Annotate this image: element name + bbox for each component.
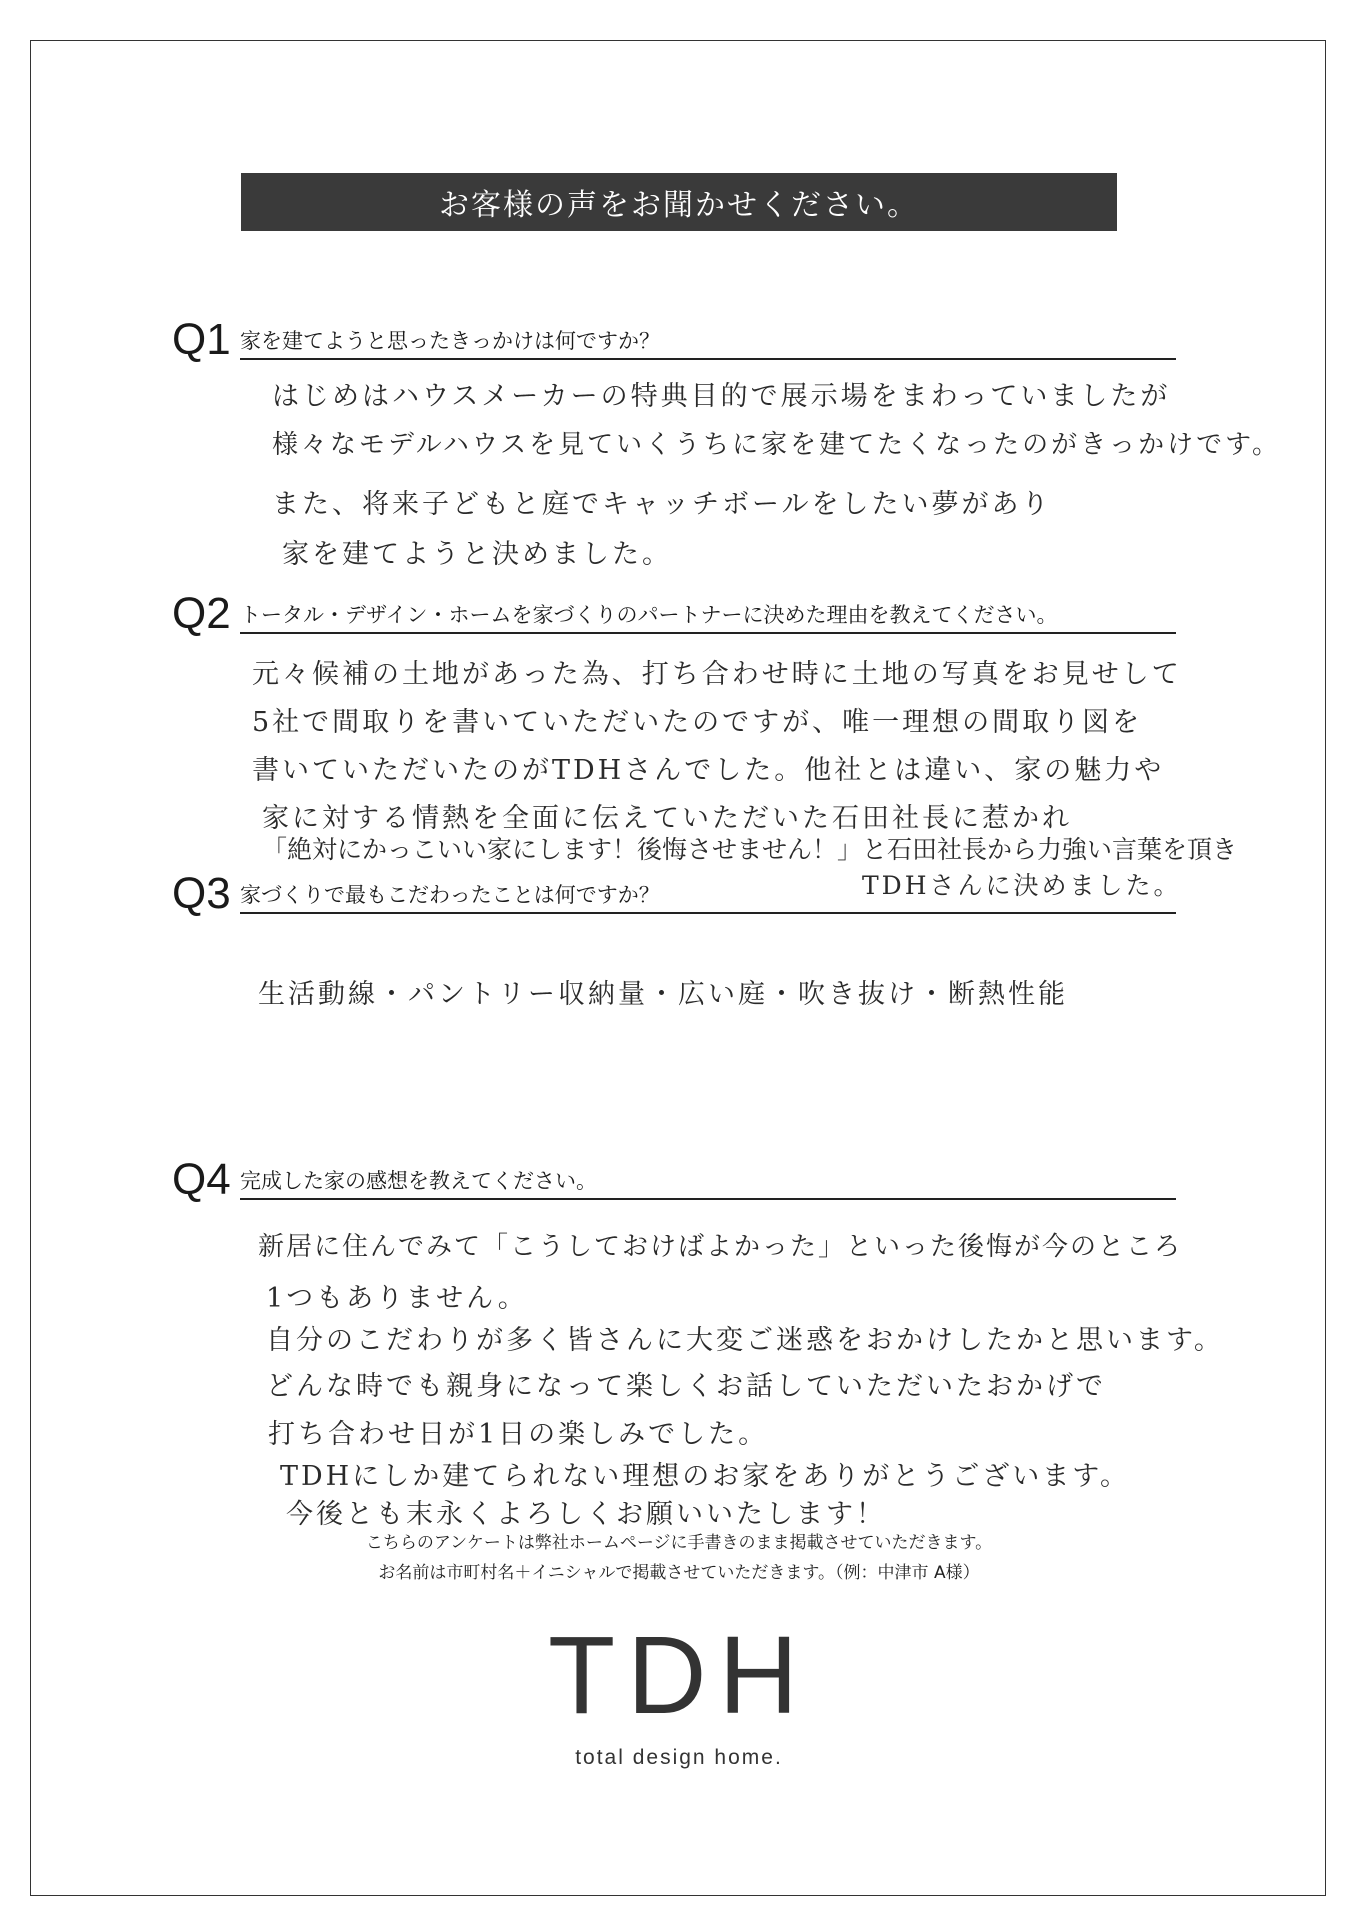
question-number: Q4	[172, 1155, 231, 1204]
divider	[240, 632, 1176, 634]
answer-line: 「絶対にかっこいい家にします！後悔させません！」と石田社長から力強い言葉を頂き	[262, 835, 1238, 864]
answer-line: どんな時でも親身になって楽しくお話していただいたおかげで	[266, 1371, 1106, 1402]
answer-line: 家に対する情熱を全面に伝えていただいた石田社長に惹かれ	[262, 803, 1072, 834]
question-text: トータル・デザイン・ホームを家づくりのパートナーに決めた理由を教えてください。	[240, 603, 1058, 627]
logo	[0, 1612, 1358, 1739]
answer-line: 家を建てようと決めました。	[282, 539, 672, 570]
question-number: Q3	[172, 869, 231, 918]
answer-line: 1つもありません。	[266, 1283, 528, 1314]
answer-line: 自分のこだわりが多く皆さんに大変ご迷惑をおかけしたかと思います。	[266, 1325, 1224, 1356]
answer-line: 今後とも末永くよろしくお願いいたします！	[286, 1499, 886, 1530]
question-number: Q1	[172, 315, 231, 364]
question-number: Q2	[172, 589, 231, 638]
answer-line: 5社で間取りを書いていただいたのですが、唯一理想の間取り図を	[252, 707, 1143, 738]
answer-line: 生活動線・パントリー収納量・広い庭・吹き抜け・断熱性能	[258, 979, 1068, 1010]
page-title: お客様の声をお聞かせください。	[241, 173, 1117, 231]
answer-line: 新居に住んでみて「こうしておけばよかった」といった後悔が今のところ	[258, 1232, 1183, 1262]
answer-line: 書いていただいたのがTDHさんでした。他社とは違い、家の魅力や	[252, 755, 1165, 786]
logo-mark: TDH	[547, 1614, 811, 1737]
answer-line: TDHにしか建てられない理想のお家をありがとうございます。	[280, 1461, 1131, 1492]
question-text: 完成した家の感想を教えてください。	[240, 1169, 597, 1193]
answer-line: 打ち合わせ日が1日の楽しみでした。	[268, 1419, 769, 1450]
notice-line: お名前は市町村名＋イニシャルで掲載させていただきます。（例：中津市 A様）	[378, 1563, 980, 1583]
answer-line: TDHさんに決めました。	[862, 871, 1182, 900]
logo-tagline-wrap	[0, 1746, 1358, 1770]
divider	[240, 912, 1176, 914]
answer-line: はじめはハウスメーカーの特典目的で展示場をまわっていましたが	[272, 381, 1171, 412]
notice-line: こちらのアンケートは弊社ホームページに手書きのまま掲載させていただきます。	[365, 1533, 993, 1553]
answer-line: また、将来子どもと庭でキャッチボールをしたい夢があり	[272, 489, 1052, 520]
question-text: 家を建てようと思ったきっかけは何ですか？	[240, 329, 660, 353]
question-text: 家づくりで最もこだわったことは何ですか？	[240, 883, 660, 907]
divider	[240, 1198, 1176, 1200]
answer-line: 様々なモデルハウスを見ていくうちに家を建てたくなったのがきっかけです。	[272, 430, 1282, 460]
logo-tagline: total design home.	[575, 1746, 783, 1769]
answer-line: 元々候補の土地があった為、打ち合わせ時に土地の写真をお見せして	[252, 659, 1182, 690]
divider	[240, 358, 1176, 360]
